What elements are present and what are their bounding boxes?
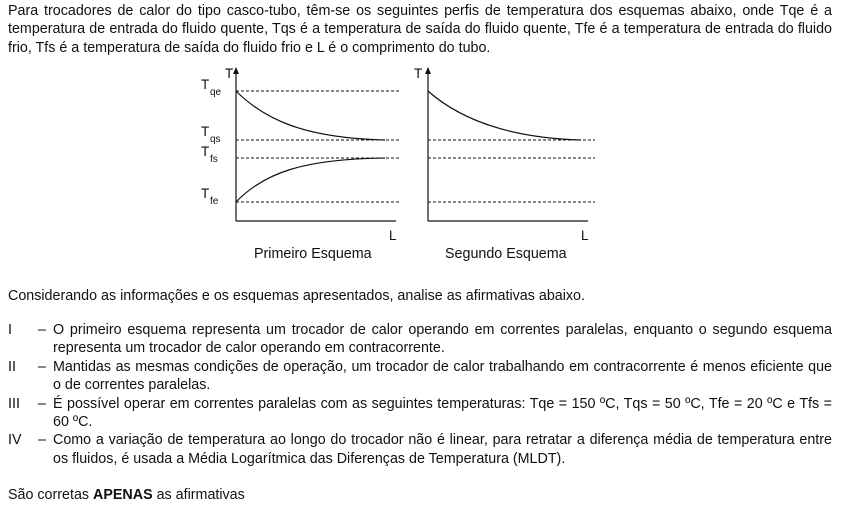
statement-number: IV bbox=[8, 432, 22, 449]
statement-item-3 bbox=[8, 395, 832, 432]
label-tfe bbox=[201, 186, 219, 207]
svg-text:fs: fs bbox=[210, 154, 218, 165]
final-suffix: as afirmativas bbox=[152, 487, 245, 503]
statement-number: II bbox=[8, 358, 16, 375]
svg-text:fe: fe bbox=[210, 196, 219, 207]
right-diagram bbox=[400, 67, 595, 221]
statement-number: I bbox=[8, 322, 12, 338]
final-prefix: São corretas bbox=[8, 487, 94, 503]
svg-text:qs: qs bbox=[210, 134, 221, 145]
axis-t-left: T bbox=[225, 66, 234, 81]
caption-primeiro-esquema: Primeiro Esquema bbox=[254, 246, 372, 262]
svg-text:T: T bbox=[201, 124, 210, 139]
statement-text: O primeiro esquema representa um trocador de calor operando em correntes paralelas, enquanto o segundo esquema representa um trocador de calor operando em contracorrente. bbox=[53, 322, 832, 357]
statement-number: III bbox=[8, 395, 20, 412]
label-tfs bbox=[201, 144, 218, 165]
label-tqs bbox=[201, 124, 221, 145]
temperature-profile-svg bbox=[195, 62, 615, 252]
statement-dash: – bbox=[38, 358, 46, 375]
statement-dash: – bbox=[38, 395, 46, 412]
final-question bbox=[8, 487, 245, 503]
left-cold-curve bbox=[236, 158, 385, 202]
left-hot-curve bbox=[236, 91, 385, 140]
final-bold: APENAS bbox=[93, 487, 153, 503]
statement-text: Mantidas as mesmas condições de operação, um trocador de calor trabalhando em contracorrente é menos eficiente que o de correntes paralelas. bbox=[53, 358, 832, 394]
right-y-arrow bbox=[425, 67, 431, 74]
label-tqe bbox=[201, 77, 222, 98]
statement-list bbox=[8, 321, 832, 468]
axis-l-right: L bbox=[581, 228, 589, 243]
svg-text:qe: qe bbox=[210, 87, 222, 98]
left-y-arrow bbox=[233, 67, 239, 74]
instruction-text: Considerando as informações e os esquemas apresentados, analise as afirmativas abaixo. bbox=[8, 288, 585, 304]
statement-dash: – bbox=[38, 432, 46, 449]
axis-t-right: T bbox=[414, 66, 423, 81]
statement-text: É possível operar em correntes paralelas com as seguintes temperaturas: Tqe = 150 ºC, Tqs = 50 ºC, Tfe = 20 ºC e Tfs = 60 ºC. bbox=[53, 395, 832, 431]
temperature-profile-figure bbox=[195, 62, 615, 272]
statement-item-1 bbox=[8, 321, 832, 358]
left-diagram bbox=[233, 67, 400, 221]
statement-item-4 bbox=[8, 431, 832, 468]
statement-dash: – bbox=[38, 322, 46, 338]
statement-item-2 bbox=[8, 358, 832, 395]
right-curve bbox=[428, 91, 581, 140]
svg-text:T: T bbox=[201, 144, 210, 159]
axis-l-left: L bbox=[389, 228, 397, 243]
intro-paragraph: Para trocadores de calor do tipo casco-tubo, têm-se os seguintes perfis de temperatura dos esquemas abaixo, onde Tqe é a temperatura de entrada do fluido quente, Tqs é a temperatura de saída do fluido quente, Tfe é a temperatura de entrada do fluido frio, Tfs é a temperatura de saída do fluido frio e L é o comprimento do tubo. bbox=[8, 3, 832, 56]
caption-segundo-esquema: Segundo Esquema bbox=[445, 246, 567, 262]
svg-text:T: T bbox=[201, 186, 210, 201]
svg-text:T: T bbox=[201, 77, 210, 92]
statement-text: Como a variação de temperatura ao longo do trocador não é linear, para retratar a diferença média de temperatura entre os fluidos, é usada a Média Logarítmica das Diferenças de Temperatura (MLDT). bbox=[53, 432, 832, 467]
